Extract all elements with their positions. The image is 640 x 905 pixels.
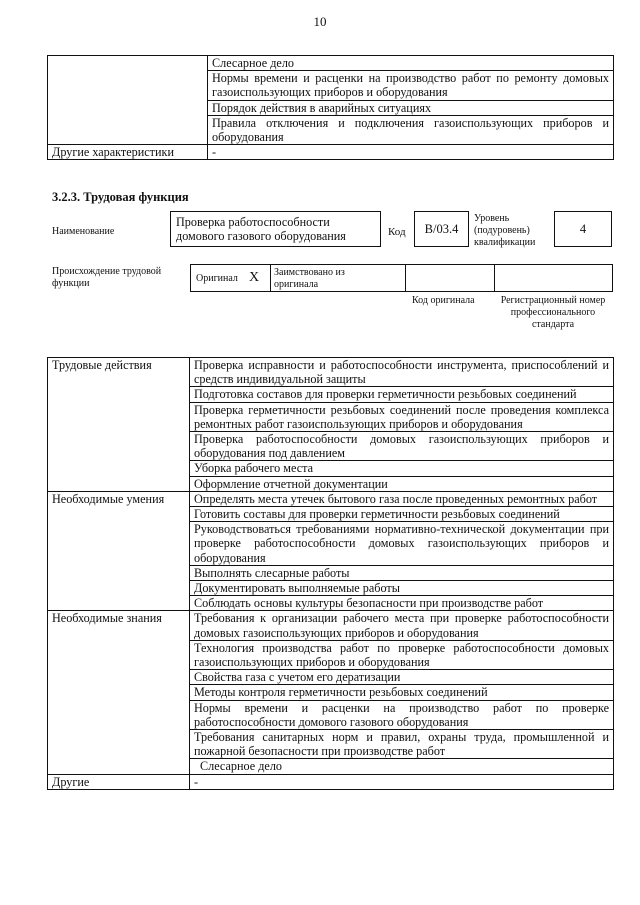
labor-function-table xyxy=(47,357,614,790)
other-characteristics-value: - xyxy=(208,145,614,160)
origin-label: Происхождение трудовой функции xyxy=(52,266,162,289)
table-row: Соблюдать основы культуры безопасности при производстве работ xyxy=(190,596,614,611)
table-row: Оформление отчетной документации xyxy=(190,476,614,491)
original-label: Оригинал xyxy=(196,273,238,284)
code-original-caption: Код оригинала xyxy=(412,295,475,306)
top-table-row: Слесарное дело xyxy=(208,56,614,71)
page-number: 10 xyxy=(313,14,327,29)
level-box xyxy=(554,211,612,247)
table-row: Готовить составы для проверки герметичности резьбовых соединений xyxy=(190,507,614,522)
table-row: Методы контроля герметичности резьбовых соединений xyxy=(190,685,614,700)
section-label-actions: Трудовые действия xyxy=(48,358,190,492)
other-characteristics-label: Другие характеристики xyxy=(48,145,208,160)
origin-code-cell xyxy=(405,264,495,292)
reg-number-caption: Регистрационный номер профессионального стандарта xyxy=(500,295,606,330)
section-label-skills: Необходимые умения xyxy=(48,491,190,611)
origin-borrowed-cell xyxy=(270,264,406,292)
table-row: Нормы времени и расценки на производство работ по проверке работоспособности домового газового оборудования xyxy=(190,700,614,729)
table-row: Руководствоваться требованиями нормативно-технической документации при проверке работоспособности домовых газоиспользующих приборов и оборудования xyxy=(190,522,614,566)
table-row: Подготовка составов для проверки герметичности резьбовых соединений xyxy=(190,387,614,402)
table-row: Требования к организации рабочего места при проверке работоспособности домовых газоиспользующих приборов и оборудования xyxy=(190,611,614,640)
table-row: Документировать выполняемые работы xyxy=(190,581,614,596)
table-row: Свойства газа с учетом его дератизации xyxy=(190,670,614,685)
table-row: Технология производства работ по проверке работоспособности домовых газоиспользующих приборов и оборудования xyxy=(190,640,614,669)
table-row: Требования санитарных норм и правил, охраны труда, промышленной и пожарной безопасности при производстве работ xyxy=(190,730,614,759)
borrowed-label: Заимствовано из оригинала xyxy=(274,267,345,290)
level-label: Уровень (подуровень) квалификации xyxy=(474,213,536,248)
table-row: Проверка работоспособности домовых газоиспользующих приборов и оборудования под давлением xyxy=(190,432,614,461)
table-row: Выполнять слесарные работы xyxy=(190,565,614,580)
top-table-row: Порядок действия в аварийных ситуациях xyxy=(208,100,614,115)
origin-original-cell xyxy=(190,264,271,292)
top-characteristics-table xyxy=(47,55,614,160)
origin-reg-cell xyxy=(494,264,613,292)
level-value: 4 xyxy=(579,222,587,236)
table-row: Проверка герметичности резьбовых соединений после проведения комплекса ремонтных работ газоиспользующих приборов и оборудования xyxy=(190,402,614,431)
section-label-knowledge: Необходимые знания xyxy=(48,611,190,774)
other-value: - xyxy=(190,774,614,789)
top-table-row: Нормы времени и расценки на производство работ по ремонту домовых газоиспользующих приборов и оборудования xyxy=(208,71,614,100)
table-row: Уборка рабочего места xyxy=(190,461,614,476)
code-box xyxy=(414,211,469,247)
section-label-other: Другие xyxy=(48,774,190,789)
function-name-box xyxy=(170,211,381,247)
original-mark: X xyxy=(249,270,260,285)
code-label: Код xyxy=(388,226,406,238)
top-table-row: Правила отключения и подключения газоиспользующих приборов и оборудования xyxy=(208,115,614,144)
section-title: 3.2.3. Трудовая функция xyxy=(52,190,189,204)
top-table-empty-label-cell xyxy=(48,56,208,145)
name-label: Наименование xyxy=(52,226,115,237)
table-row: Определять места утечек бытового газа после проведенных ремонтных работ xyxy=(190,491,614,506)
code-value: В/03.4 xyxy=(424,222,459,236)
table-row: Слесарное дело xyxy=(190,759,614,774)
function-name-value: Проверка работоспособности домового газового оборудования xyxy=(176,215,346,243)
table-row: Проверка исправности и работоспособности инструмента, приспособлений и средств индивидуальной защиты xyxy=(190,358,614,387)
